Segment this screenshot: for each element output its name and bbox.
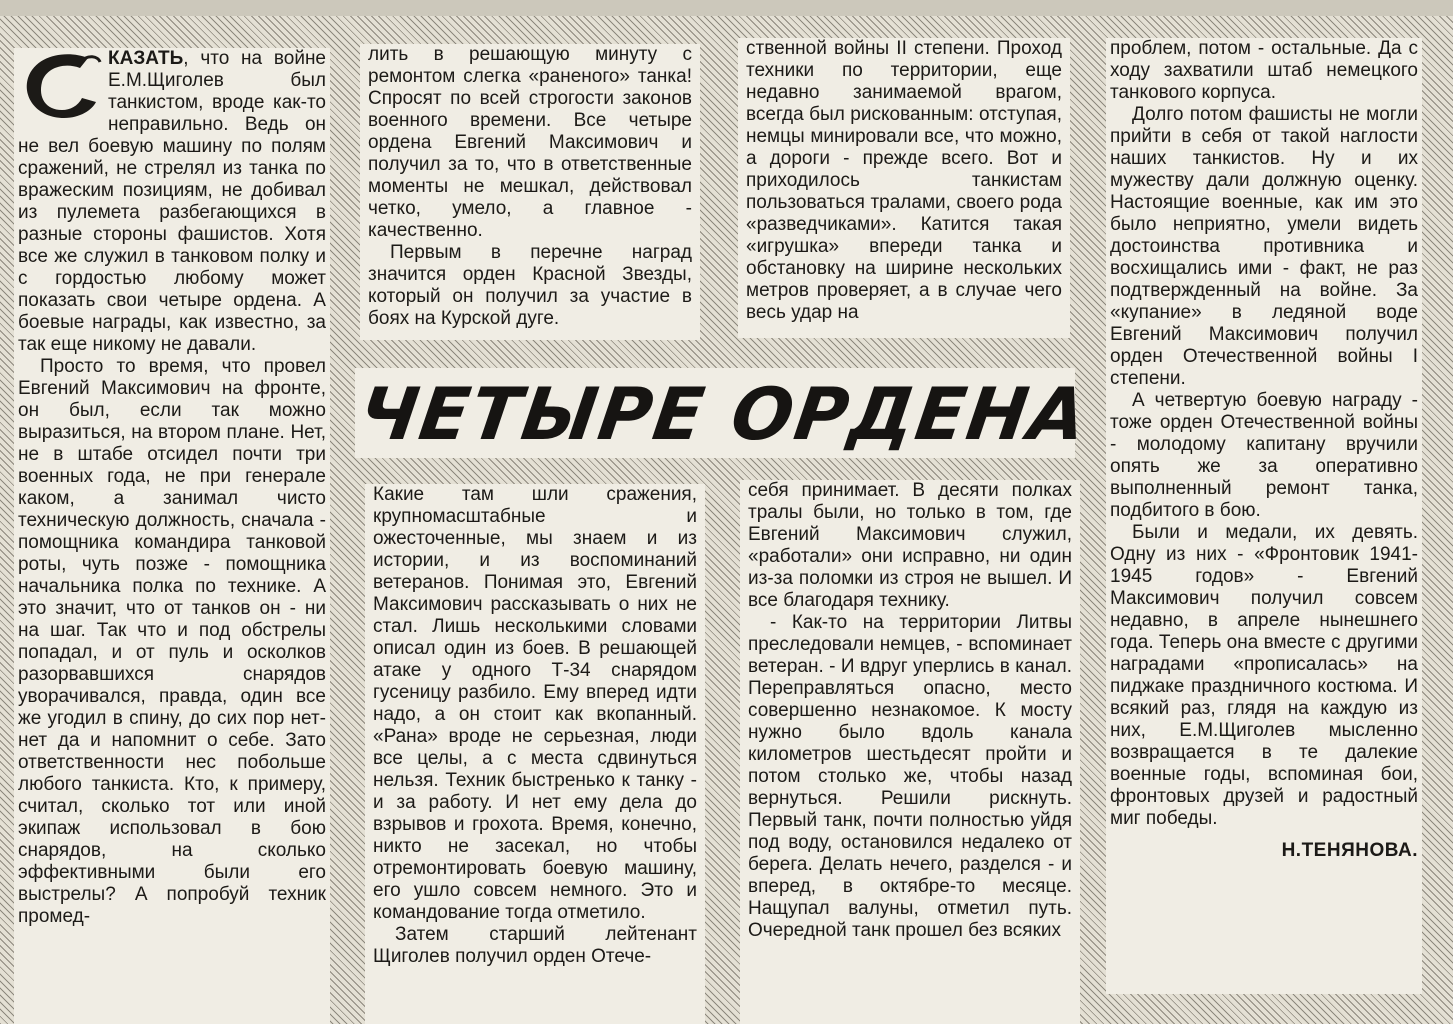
paragraph: Затем старший лейтенант Щиголев получил орден Отече- <box>373 924 697 967</box>
paragraph: Какие там шли сражения, крупномасштабные и ожесточенные, мы знаем и из истории, и из воспоминаний ветеранов. Понимая это, Евгений Максимович рассказывать о них не стал. Лишь несколькими словами описал один из боев. В решающей атаке у одного Т-34 снарядом гусеницу разбило. Ему вперед идти надо, а он стоит как вкопанный. «Рана» вроде не серьезная, люди все целы, а с места сдвинуться нельзя. Техник быстренько к танку - и за работу. И нет ему дела до взрывов и грохота. Время, конечно, никто не засекал, но чтобы отремонтировать боевую машину, его ушло совсем немного. Это и командование тогда отметило. <box>373 484 697 923</box>
dropcap-letter-icon <box>18 48 104 124</box>
paragraph: - Как-то на территории Литвы преследовали немцев, - вспоминает ветеран. - И вдруг уперлись в канал. Переправляться опасно, место совершенно незнакомое. К мосту нужно было вдоль канала километров шестьдесят пройти и потом столько же, чтобы назад вернуться. Решили рискнуть. Первый танк, почти полностью уйдя под воду, остановился недалеко от берега. Делать нечего, разделся - и вперед, в октябре-то месяце. Нащупал валуны, отметил путь. Очередной танк прошел без всяких <box>748 612 1072 941</box>
column-3 <box>738 38 1070 338</box>
paragraph: Первым в перечне наград значится орден Красной Звезды, который он получил за участие в боях на Курской дуге. <box>368 242 692 329</box>
column-4 <box>1106 38 1422 994</box>
column-2 <box>360 44 700 340</box>
paragraph: Просто то время, что провел Евгений Максимович на фронте, он был, если так можно выразиться, на втором плане. Нет, не в штабе отсидел почти три военных года, не при генерале каком, а занимал чисто техническую должность, сначала - помощника командира танковой роты, чуть позже - помощника начальника полка по технике. А это значит, что от танков он - ни на шаг. Так что и под обстрелы попадал, и от пуль и осколков разорвавшихся снарядов уворачивался, правда, один все же угодил в спину, до сих пор нет-нет да и напомнит о себе. Зато ответственности нес побольше любого танкиста. Кто, к примеру, считал, сколько тот или иной экипаж использовал в бою снарядов, на сколько эффективными были его выстрелы? А попробуй техник промед- <box>18 356 326 927</box>
paragraph: Были и медали, их девять. Одну из них - «Фронтовик 1941-1945 годов» - Евгений Максимович получил совсем недавно, в апреле нынешнего года. Теперь она вместе с другими наградами «прописалась» на пиджаке праздничного костюма. И всякий раз, глядя на каждую из них, Е.М.Щиголев мысленно возвращается в те далекие военные годы, вспоминая бои, фронтовых друзей и радостный миг победы. <box>1110 522 1418 829</box>
paragraph: Долго потом фашисты не могли прийти в себя от такой наглости наших танкистов. Ну и их мужеству дали должную оценку. Настоящие военные, как им это было неприятно, умели видеть достоинства противника и восхищались ими - факт, не раз подтвержденный на войне. За «купание» в ледяной воде Евгений Максимович получил орден Отечественной войны I степени. <box>1110 104 1418 389</box>
lead-word: КАЗАТЬ <box>108 48 184 69</box>
paragraph: себя принимает. В десяти полках тралы были, но только в том, где Евгений Максимович служил, «работали» они исправно, ни один из-за поломки из строя не вышел. И все благодаря технику. <box>748 480 1072 611</box>
paragraph: А четвертую боевую награду - тоже орден Отечественной войны - молодому капитану вручили опять же за оперативно выполненный ремонт танка, подбитого в бою. <box>1110 390 1418 521</box>
paragraph: проблем, потом - остальные. Да с ходу захватили штаб немецкого танкового корпуса. <box>1110 38 1418 103</box>
column-1 <box>14 48 330 1024</box>
column-6 <box>740 480 1080 1024</box>
paragraph: лить в решающую минуту с ремонтом слегка «раненого» танка! Спросят по всей строгости законов военного времени. Все четыре ордена Евгений Максимович и получил за то, что в ответственные моменты не мешкал, действовал четко, умело, а главное - качественно. <box>368 44 692 241</box>
top-edge <box>0 0 1453 16</box>
byline: Н.ТЕНЯНОВА. <box>1281 840 1418 861</box>
dropcap <box>18 48 104 124</box>
paragraph: ственной войны II степени. Проход техники по территории, еще недавно занимаемой врагом, всегда был рискованным: отступая, немцы минировали все, что можно, а дороги - прежде всего. Вот и приходилось танкистам пользоваться тралами, своего рода «разведчиками». Катится такая «игрушка» впереди танка и обстановку на ширине нескольких метров проверяет, а в случае чего весь удар на <box>746 38 1062 323</box>
headline: ЧЕТЫРЕ ОРДЕНА <box>354 372 1094 456</box>
lead-text: , что на войне Е.М.Щиголев был танкистом, вроде как-то неправильно. Ведь он не вел боевую машину по полям сражений, не стрелял из танка по вражеским позициям, не добивал из пулемета разбегающихся в разные стороны фашистов. Хотя все же служил в танковом полку и с гордостью любому может показать свои четыре ордена. А боевые награды, как известно, за так еще никому не давали. <box>18 48 326 355</box>
column-5 <box>365 484 705 1024</box>
